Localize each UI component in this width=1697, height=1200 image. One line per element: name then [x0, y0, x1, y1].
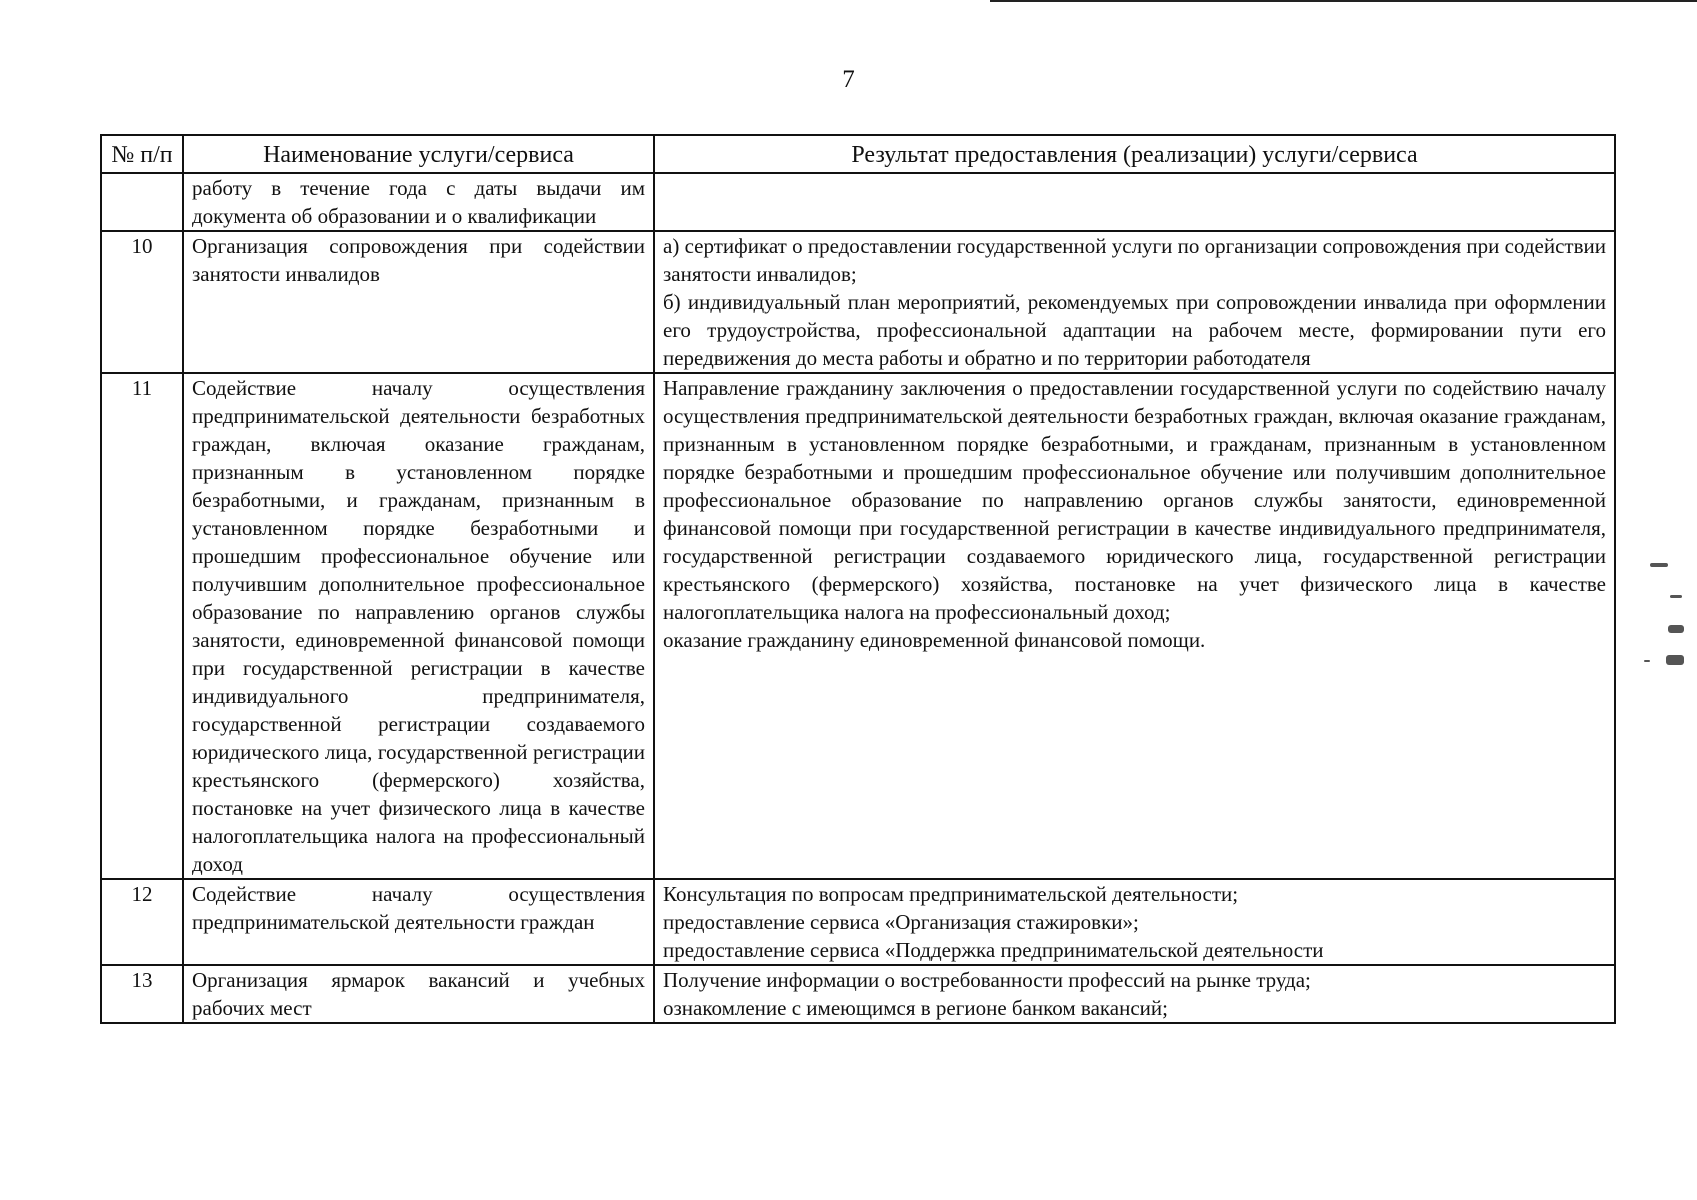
result-line: ознакомление с имеющимся в регионе банком вакансий;	[663, 996, 1168, 1020]
result-line: Направление гражданину заключения о предоставлении государственной услуги по содействию началу осуществления предпринимательской деятельности безработных граждан, включая оказание гражданам, признанным в установленном порядке безработными, и гражданам, признанным в установленном порядке безработными и прошедшим профессиональное обучение или получившим дополнительное профессиональное образование по направлению органов службы занятости, единовременной финансовой помощи при государственной регистрации в качестве индивидуального предпринимателя, государственной регистрации создаваемого юридического лица, государственной регистрации крестьянского (фермерского) хозяйства, постановке на учет физического лица в качестве налогоплательщика налога на профессиональный доход;	[663, 376, 1606, 624]
result-line: а) сертификат о предоставлении государственной услуги по организации сопровождения при содействии занятости инвалидов;	[663, 234, 1606, 286]
row-number: 10	[101, 231, 183, 373]
row-number: 13	[101, 965, 183, 1023]
service-result	[654, 965, 1615, 1023]
table-header-row	[101, 135, 1615, 173]
row-number	[101, 173, 183, 231]
service-result	[654, 173, 1615, 231]
service-result	[654, 879, 1615, 965]
header-num: № п/п	[101, 135, 183, 173]
result-line: оказание гражданину единовременной финансовой помощи.	[663, 628, 1206, 652]
table-row	[101, 231, 1615, 373]
service-name: Содействие началу осуществления предпринимательской деятельности граждан	[183, 879, 654, 965]
header-service: Наименование услуги/сервиса	[183, 135, 654, 173]
top-rule	[990, 0, 1697, 2]
service-result	[654, 231, 1615, 373]
row-number: 12	[101, 879, 183, 965]
row-number: 11	[101, 373, 183, 879]
service-name: Содействие началу осуществления предпринимательской деятельности безработных граждан, включая оказание гражданам, признанным в установленном порядке безработными, и гражданам, признанным в установленном порядке безработными и прошедшим профессиональное обучение или получившим дополнительное профессиональное образование по направлению органов службы занятости, единовременной финансовой помощи при государственной регистрации в качестве индивидуального предпринимателя, государственной регистрации создаваемого юридического лица, государственной регистрации крестьянского (фермерского) хозяйства, постановке на учет физического лица в качестве налогоплательщика налога на профессиональный доход	[183, 373, 654, 879]
service-name: Организация сопровождения при содействии занятости инвалидов	[183, 231, 654, 373]
table-row	[101, 879, 1615, 965]
result-line: Консультация по вопросам предпринимательской деятельности;	[663, 882, 1239, 906]
table-row	[101, 373, 1615, 879]
result-line: предоставление сервиса «Поддержка предпринимательской деятельности	[663, 938, 1324, 962]
page-number: 7	[842, 66, 855, 93]
service-result	[654, 373, 1615, 879]
result-line: б) индивидуальный план мероприятий, рекомендуемых при сопровождении инвалида при оформлении его трудоустройства, профессиональной адаптации на рабочем месте, формировании пути его передвижения до места работы и обратно и по территории работодателя	[663, 290, 1606, 370]
result-line: Получение информации о востребованности профессий на рынке труда;	[663, 968, 1311, 992]
service-name: Организация ярмарок вакансий и учебных рабочих мест	[183, 965, 654, 1023]
result-line: предоставление сервиса «Организация стажировки»;	[663, 910, 1139, 934]
header-result: Результат предоставления (реализации) услуги/сервиса	[654, 135, 1615, 173]
scan-margin-marks	[1640, 555, 1690, 705]
table-row	[101, 173, 1615, 231]
services-table	[100, 134, 1616, 1024]
table-row	[101, 965, 1615, 1023]
service-name: работу в течение года с даты выдачи им документа об образовании и о квалификации	[183, 173, 654, 231]
